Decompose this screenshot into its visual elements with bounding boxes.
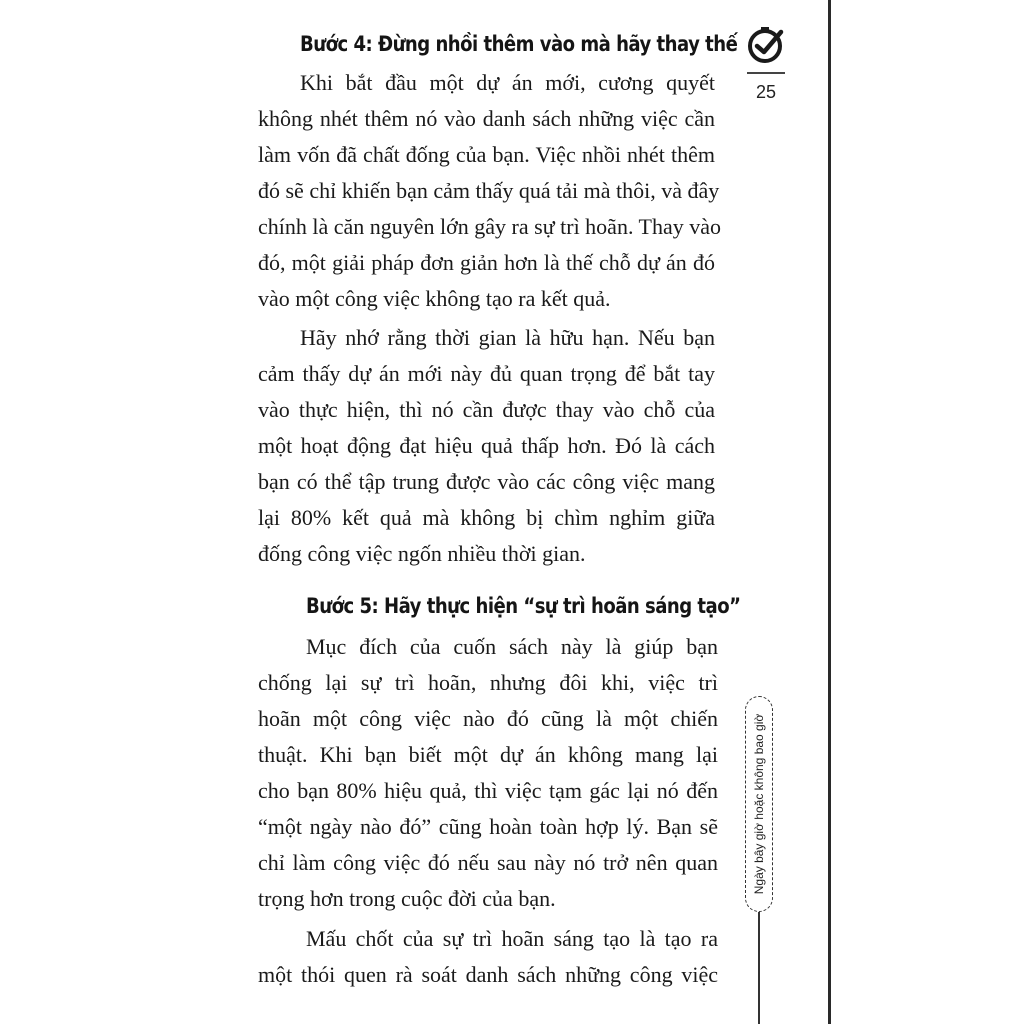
paragraph-line: “một ngày nào đó” cũng hoàn toàn hợp lý. Bạn sẽ (258, 814, 718, 839)
side-tab-label: Ngày bây giờ hoặc không bao giờ (752, 713, 766, 895)
paragraph-line: vào một công việc không tạo ra kết quả. (258, 286, 611, 311)
section-heading-step-4: Bước 4: Đừng nhồi thêm vào mà hãy thay thế (300, 32, 738, 56)
paragraph-line: Hãy nhớ rằng thời gian là hữu hạn. Nếu bạn (300, 325, 715, 350)
paragraph-line: Mấu chốt của sự trì hoãn sáng tạo là tạo ra (306, 926, 718, 951)
paragraph-line: hoãn một công việc nào đó cũng là một chiến (258, 706, 718, 731)
paragraph-line: trọng hơn trong cuộc đời của bạn. (258, 886, 556, 911)
side-tab-line (758, 912, 760, 1024)
paragraph-line: thuật. Khi bạn biết một dự án không mang lại (258, 742, 718, 767)
paragraph-line: đó, một giải pháp đơn giản hơn là thế chỗ dự án đó (258, 250, 715, 275)
paragraph-line: bạn có thể tập trung được vào các công việc mang (258, 469, 715, 494)
paragraph-line: Mục đích của cuốn sách này là giúp bạn (306, 634, 718, 659)
paragraph-line: một hoạt động đạt hiệu quả thấp hơn. Đó là cách (258, 433, 715, 458)
paragraph-line: làm vốn đã chất đống của bạn. Việc nhồi nhét thêm (258, 142, 715, 167)
paragraph-line: lại 80% kết quả mà không bị chìm nghỉm giữa (258, 505, 715, 530)
header-rule (747, 72, 785, 74)
paragraph-line: Khi bắt đầu một dự án mới, cương quyết (300, 70, 715, 95)
section-heading-step-5: Bước 5: Hãy thực hiện “sự trì hoãn sáng tạo” (306, 594, 741, 618)
paragraph-line: không nhét thêm nó vào danh sách những việc cần (258, 106, 715, 131)
paragraph-line: đó sẽ chỉ khiến bạn cảm thấy quá tải mà thôi, và đây (258, 178, 720, 203)
page-number: 25 (755, 82, 777, 102)
paragraph-line: cảm thấy dự án mới này đủ quan trọng để bắt tay (258, 361, 715, 386)
paragraph-line: chỉ làm công việc đó nếu sau này nó trở nên quan (258, 850, 718, 875)
paragraph-line: cho bạn 80% hiệu quả, thì việc tạm gác lại nó đến (258, 778, 718, 803)
clock-check-icon (745, 24, 787, 66)
paragraph-line: đống công việc ngốn nhiều thời gian. (258, 541, 586, 566)
page-edge (828, 0, 831, 1024)
paragraph-line: vào thực hiện, thì nó cần được thay vào chỗ của (258, 397, 715, 422)
paragraph-line: chống lại sự trì hoãn, nhưng đôi khi, việc trì (258, 670, 718, 695)
paragraph-line: một thói quen rà soát danh sách những công việc (258, 962, 718, 987)
paragraph-line: chính là căn nguyên lớn gây ra sự trì hoãn. Thay vào (258, 214, 722, 239)
